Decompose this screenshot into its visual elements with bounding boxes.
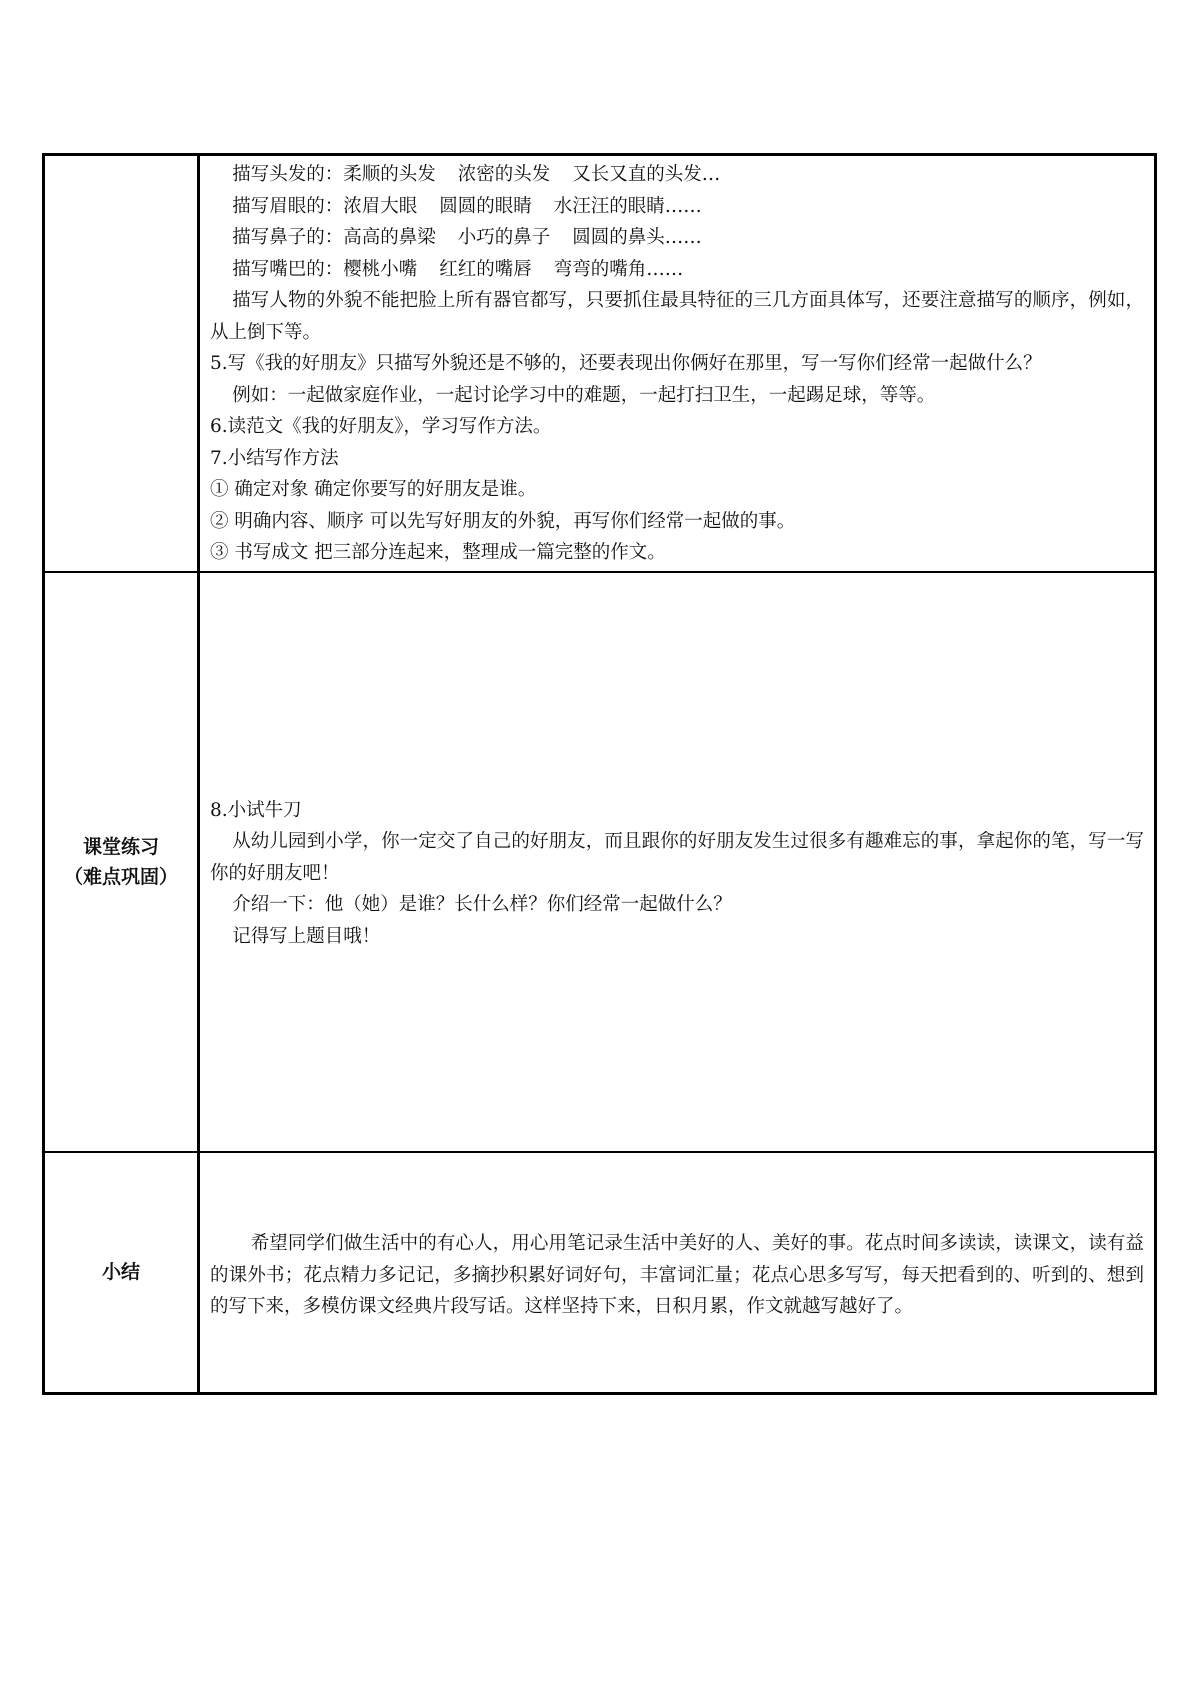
step-8: 8.小试牛刀 [210, 799, 302, 821]
appearance-tip: 描写人物的外貌不能把脸上所有器官都写，只要抓住最具特征的三几方面具体写，还要注意描写的顺序，例如，从上倒下等。 [210, 290, 1144, 343]
practice-questions: 介绍一下：他（她）是谁？长什么样？你们经常一起做什么？ [232, 894, 732, 915]
practice-label-line-1: 课堂练习 [82, 835, 159, 858]
nose-description-line: 描写鼻子的：高高的鼻梁 小巧的鼻子 圆圆的鼻头…… [232, 227, 702, 248]
table-row-practice [44, 572, 1156, 1152]
lesson-plan-table [42, 153, 1157, 1395]
summary-cell [199, 1152, 1156, 1394]
summary-text: 希望同学们做生活中的有心人，用心用笔记录生活中美好的人、美好的事。花点时间多读读，读课文，读有益的课外书；花点精力多记记，多摘抄积累好词好句，丰富词汇量；花点心思多写写，每天把看到的、听到的、想到的写下来，多模仿课文经典片段写话。这样坚持下来，日积月累，作文就越写越好了。 [210, 1233, 1144, 1317]
practice-label-line-2: （难点巩固） [63, 865, 178, 888]
summary-label: 小结 [44, 1152, 199, 1394]
table-row-writing-method [44, 155, 1156, 572]
writing-method-cell [199, 155, 1156, 572]
step-7: 7.小结写作方法 [210, 447, 339, 469]
brows-description-line: 描写眉眼的：浓眉大眼 圆圆的眼睛 水汪汪的眼睛…… [232, 195, 702, 217]
hair-description-line: 描写头发的：柔顺的头发 浓密的头发 又长又直的头发… [232, 164, 721, 185]
method-1: ① 确定对象 确定你要写的好朋友是谁。 [210, 479, 537, 500]
row-label-empty [44, 155, 199, 572]
step-6: 6.读范文《我的好朋友》，学习写作方法。 [210, 416, 552, 437]
step-5-example: 例如：一起做家庭作业，一起讨论学习中的难题，一起打扫卫生，一起踢足球，等等。 [232, 384, 936, 406]
method-2: ② 明确内容、顺序 可以先写好朋友的外貌，再写你们经常一起做的事。 [210, 510, 796, 532]
step-5: 5.写《我的好朋友》只描写外貌还是不够的，还要表现出你俩好在那里，写一写你们经常一起做什么？ [210, 353, 1042, 374]
method-3: ③ 书写成文 把三部分连起来，整理成一篇完整的作文。 [210, 542, 666, 563]
mouth-description-line: 描写嘴巴的：樱桃小嘴 红红的嘴唇 弯弯的嘴角…… [232, 258, 684, 280]
practice-reminder: 记得写上题目哦！ [232, 925, 381, 947]
practice-cell [199, 572, 1156, 1152]
practice-prompt: 从幼儿园到小学，你一定交了自己的好朋友，而且跟你的好朋友发生过很多有趣难忘的事，拿起你的笔，写一写你的好朋友吧！ [210, 831, 1144, 884]
table-row-summary [44, 1152, 1156, 1394]
practice-label [44, 572, 199, 1152]
